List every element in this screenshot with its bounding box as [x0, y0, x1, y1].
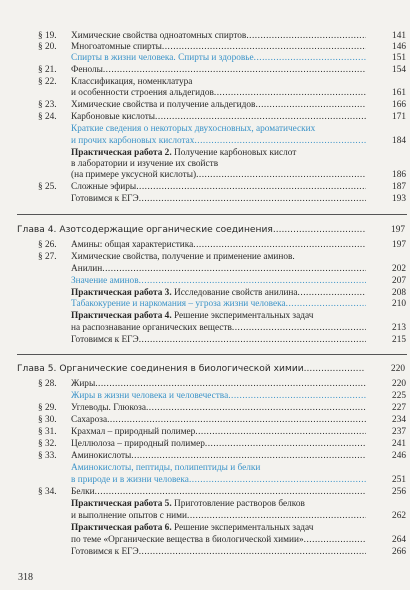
- page-number: 318: [18, 572, 33, 583]
- chapter-divider: [17, 214, 407, 215]
- chapter-divider: [17, 354, 407, 355]
- table-of-contents-page: § 19. Химические свойства одноатомных спиртов ..... 141 § 20. Многоатомные спирты ..... 146 Спирты в жизни человека. Спирты и здоровье ..... 151 § 21. Фенолы ..... 154 § 22. Классификация, номенклатура и особенности строения альдегидов ..... 161 § 23. Химические свойства и получение альдегидов ..... 166 § 24. Карбоновые кислоты ..... 171 Краткие сведения о некоторых двухосновных, ароматических и прочих карбоновых кислотах ..... 184 Практическая работа 2. Получение карбоновых кислот в лаборатории и изучение их свойств (на примере уксусной кислоты) ..... 186 § 25. Сложные эфиры ..... 187 Готовимся к ЕГЭ ..... 193 Глава 4. Азотсодержащие органические соединения ..... 197 § 26. Амины: общая характеристика ..... 197 § 27. Химические свойства, получение и применение аминов. Анилин ..... 202 Значение аминов ..... 207 Практическая работа 3. Исследование свойств анилина ..... 208 Табакокурение и наркомания – угроза жизни человека ..... 210 Практическая работа 4. Решение экспериментальных задач на распознавание органических веществ ..... 213 Готовимся к ЕГЭ ..... 215 Глава 5. Органические соединения в биологической химии ..... 220 § 28. Жиры ..... 220 Жиры в жизни человека и человечества ..... 225 § 29. Углеводы. Глюкоза ..... 227 § 30. Сахароза ..... 234 § 31. Крахмал – природный полимер ..... 237 § 32. Целлюлоза – природный полимер ..... 241 § 33. Аминокислоты ..... 246 Аминокислоты, пептиды, полипептиды и белки в природе и в жизни человека ..... 251 § 34. Белки ..... 256 Практическая работа 5. Приготовление растворов белков и выполнение опытов с ними ..... 262 Практическая работа 6. Решение экспериментальных задач по теме «Органические вещества в биологической химии» ..... 264 Готовимся к ЕГЭ ..... 266 318: [0, 0, 410, 590]
